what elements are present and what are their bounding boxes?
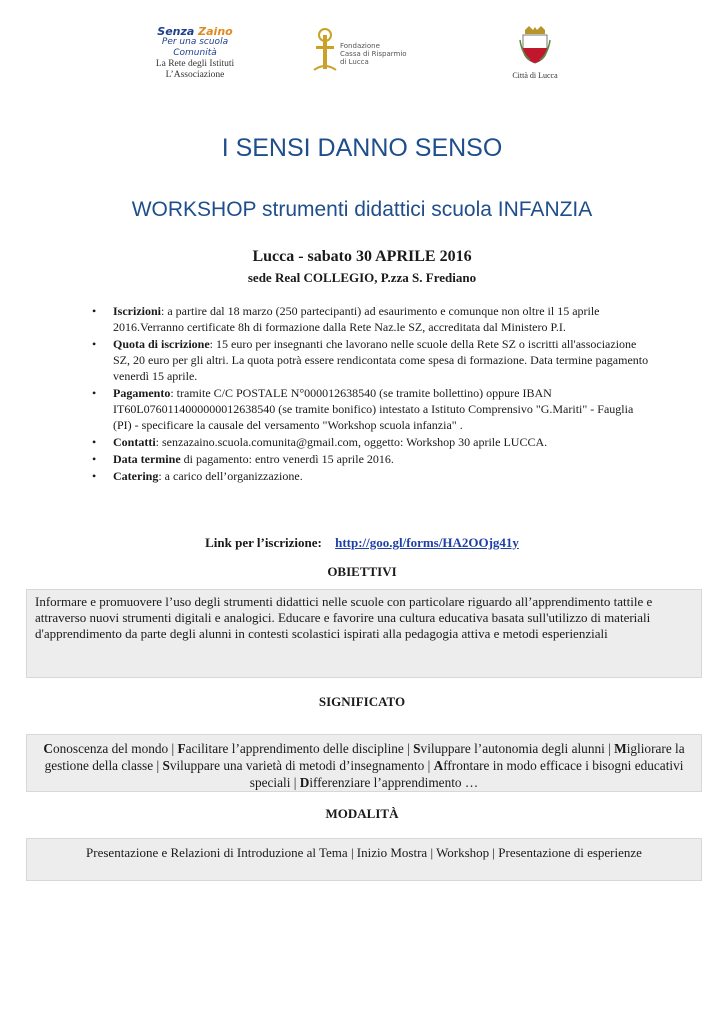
bullet-icon: •	[92, 452, 97, 466]
senza-zaino-tagline: Per una scuola Comunità	[161, 37, 229, 58]
info-label: Quota di iscrizione	[113, 337, 210, 351]
significato-initial: S	[162, 758, 170, 773]
info-label: Pagamento	[113, 386, 171, 400]
senza-zaino-associazione: L’Associazione	[165, 70, 225, 80]
significato-item	[43, 741, 168, 756]
info-label: Iscrizioni	[113, 304, 161, 318]
info-text: : a carico dell’organizzazione.	[158, 469, 303, 483]
citta-di-lucca-label: Città di Lucca	[512, 71, 558, 80]
info-text: di pagamento: entro venerdì 15 aprile 2016.	[180, 452, 394, 466]
significato-item	[177, 741, 403, 756]
significato-rest: ffrontare in modo efficace i bisogni educativi speciali	[249, 758, 684, 790]
fondazione-line-1: Fondazione	[340, 42, 380, 50]
significato-rest: igliorare la gestione della classe	[44, 741, 685, 773]
significato-separator: |	[403, 741, 414, 756]
info-label: Catering	[113, 469, 159, 483]
senza-zaino-word-b: Zaino	[198, 25, 233, 38]
significato-box	[26, 734, 702, 792]
modalita-heading: MODALITÀ	[325, 806, 399, 821]
bullet-icon: •	[92, 337, 97, 351]
significato-initial: C	[43, 741, 53, 756]
significato-separator: |	[604, 741, 615, 756]
event-date: Lucca - sabato 30 APRILE 2016	[252, 248, 472, 265]
registration-link-row	[0, 535, 724, 551]
list-item-quota	[92, 336, 652, 384]
significato-item	[300, 775, 478, 790]
significato-initial: S	[413, 741, 421, 756]
list-item-iscrizioni	[92, 303, 652, 335]
bullet-icon: •	[92, 435, 97, 449]
info-text: : a partire dal 18 marzo (250 partecipanti) ad esaurimento e comunque non oltre il 15 aprile 2016.Verranno certificate 8h di formazione dalla Rete Naz.le SZ, accreditata dal Ministero P.I.	[113, 304, 600, 334]
senza-zaino-word-a: Senza	[157, 25, 199, 38]
significato-initial: D	[299, 775, 310, 790]
senza-zaino-wordmark	[140, 26, 250, 37]
info-text: : 15 euro per insegnanti che lavorano nelle scuole della Rete SZ o iscritti all'associazione SZ, 20 euro per gli altri. La quota potrà essere rendicontata come spesa di formazione. Data termine pagamento venerdì 15 aprile.	[113, 337, 649, 383]
significato-rest: acilitare l’apprendimento delle discipline	[185, 741, 404, 756]
registration-link-label: Link per l’iscrizione:	[205, 535, 322, 550]
fondazione-logo	[312, 26, 422, 76]
fondazione-name	[340, 42, 430, 66]
significato-rest: onoscenza del mondo	[52, 741, 169, 756]
event-venue: sede Real COLLEGIO, P.zza S. Frediano	[247, 270, 477, 285]
citta-di-lucca-logo	[500, 26, 570, 80]
fondazione-line-2: Cassa di Risparmio	[340, 50, 407, 58]
list-item-data-termine	[92, 451, 652, 467]
page-subtitle: WORKSHOP strumenti didattici scuola INFANZIA	[131, 198, 593, 221]
significato-item	[413, 741, 605, 756]
registration-link[interactable]: http://goo.gl/forms/HA2OOjg41y	[335, 535, 519, 550]
bullet-icon: •	[92, 386, 97, 400]
senza-zaino-rete: La Rete degli Istituti	[155, 59, 235, 69]
info-text: : tramite C/C POSTALE N°000012638540 (se tramite bollettino) oppure IBAN IT60L0760114000000012638540 (se tramite bonifico) intestato a Istituto Comprensivo "G.Mariti" - Fauglia (PI) - specificare la causale del versamento "Workshop scuola infanzia" .	[113, 386, 634, 432]
obiettivi-box: Informare e promuovere l’uso degli strumenti didattici nelle scuole con particolare riguardo all’apprendimento tattile e attraverso nuovi strumenti digitali e analogici. Educare e favorire una cultura educativa basata sull'utilizzo di materiali d'apprendimento da parte degli alunni in contesti scolastici ispirati alla pedagogia attiva e metodi esperienziali	[26, 589, 702, 678]
significato-initial: F	[177, 741, 186, 756]
significato-rest: viluppare una varietà di metodi d’insegnamento	[169, 758, 425, 773]
info-list	[92, 303, 652, 485]
list-item-pagamento	[92, 385, 652, 433]
significato-rest: ifferenziare l’apprendimento …	[309, 775, 479, 790]
significato-separator: |	[168, 741, 178, 756]
lucca-crest-icon	[518, 26, 552, 64]
senza-zaino-logo	[140, 26, 250, 81]
significato-rest: viluppare l’autonomia degli alunni	[420, 741, 605, 756]
info-label: Contatti	[113, 435, 156, 449]
significato-item	[162, 758, 424, 773]
list-item-contatti	[92, 434, 652, 450]
significato-initial: A	[433, 758, 444, 773]
fondazione-emblem-icon	[312, 26, 338, 74]
significato-initial: M	[614, 741, 627, 756]
significato-heading: SIGNIFICATO	[318, 694, 406, 709]
obiettivi-heading: OBIETTIVI	[327, 564, 397, 579]
page-title: I SENSI DANNO SENSO	[221, 134, 503, 162]
significato-separator: |	[153, 758, 163, 773]
modalita-box: Presentazione e Relazioni di Introduzione al Tema | Inizio Mostra | Workshop | Presentazione di esperienze	[26, 838, 702, 881]
info-label: Data termine	[113, 452, 181, 466]
fondazione-line-3: di Lucca	[340, 58, 369, 66]
list-item-catering	[92, 468, 652, 484]
significato-separator: |	[424, 758, 434, 773]
info-text: : senzazaino.scuola.comunita@gmail.com, oggetto: Workshop 30 aprile LUCCA.	[155, 435, 548, 449]
bullet-icon: •	[92, 469, 97, 483]
bullet-icon: •	[92, 304, 97, 318]
significato-separator: |	[290, 775, 300, 790]
